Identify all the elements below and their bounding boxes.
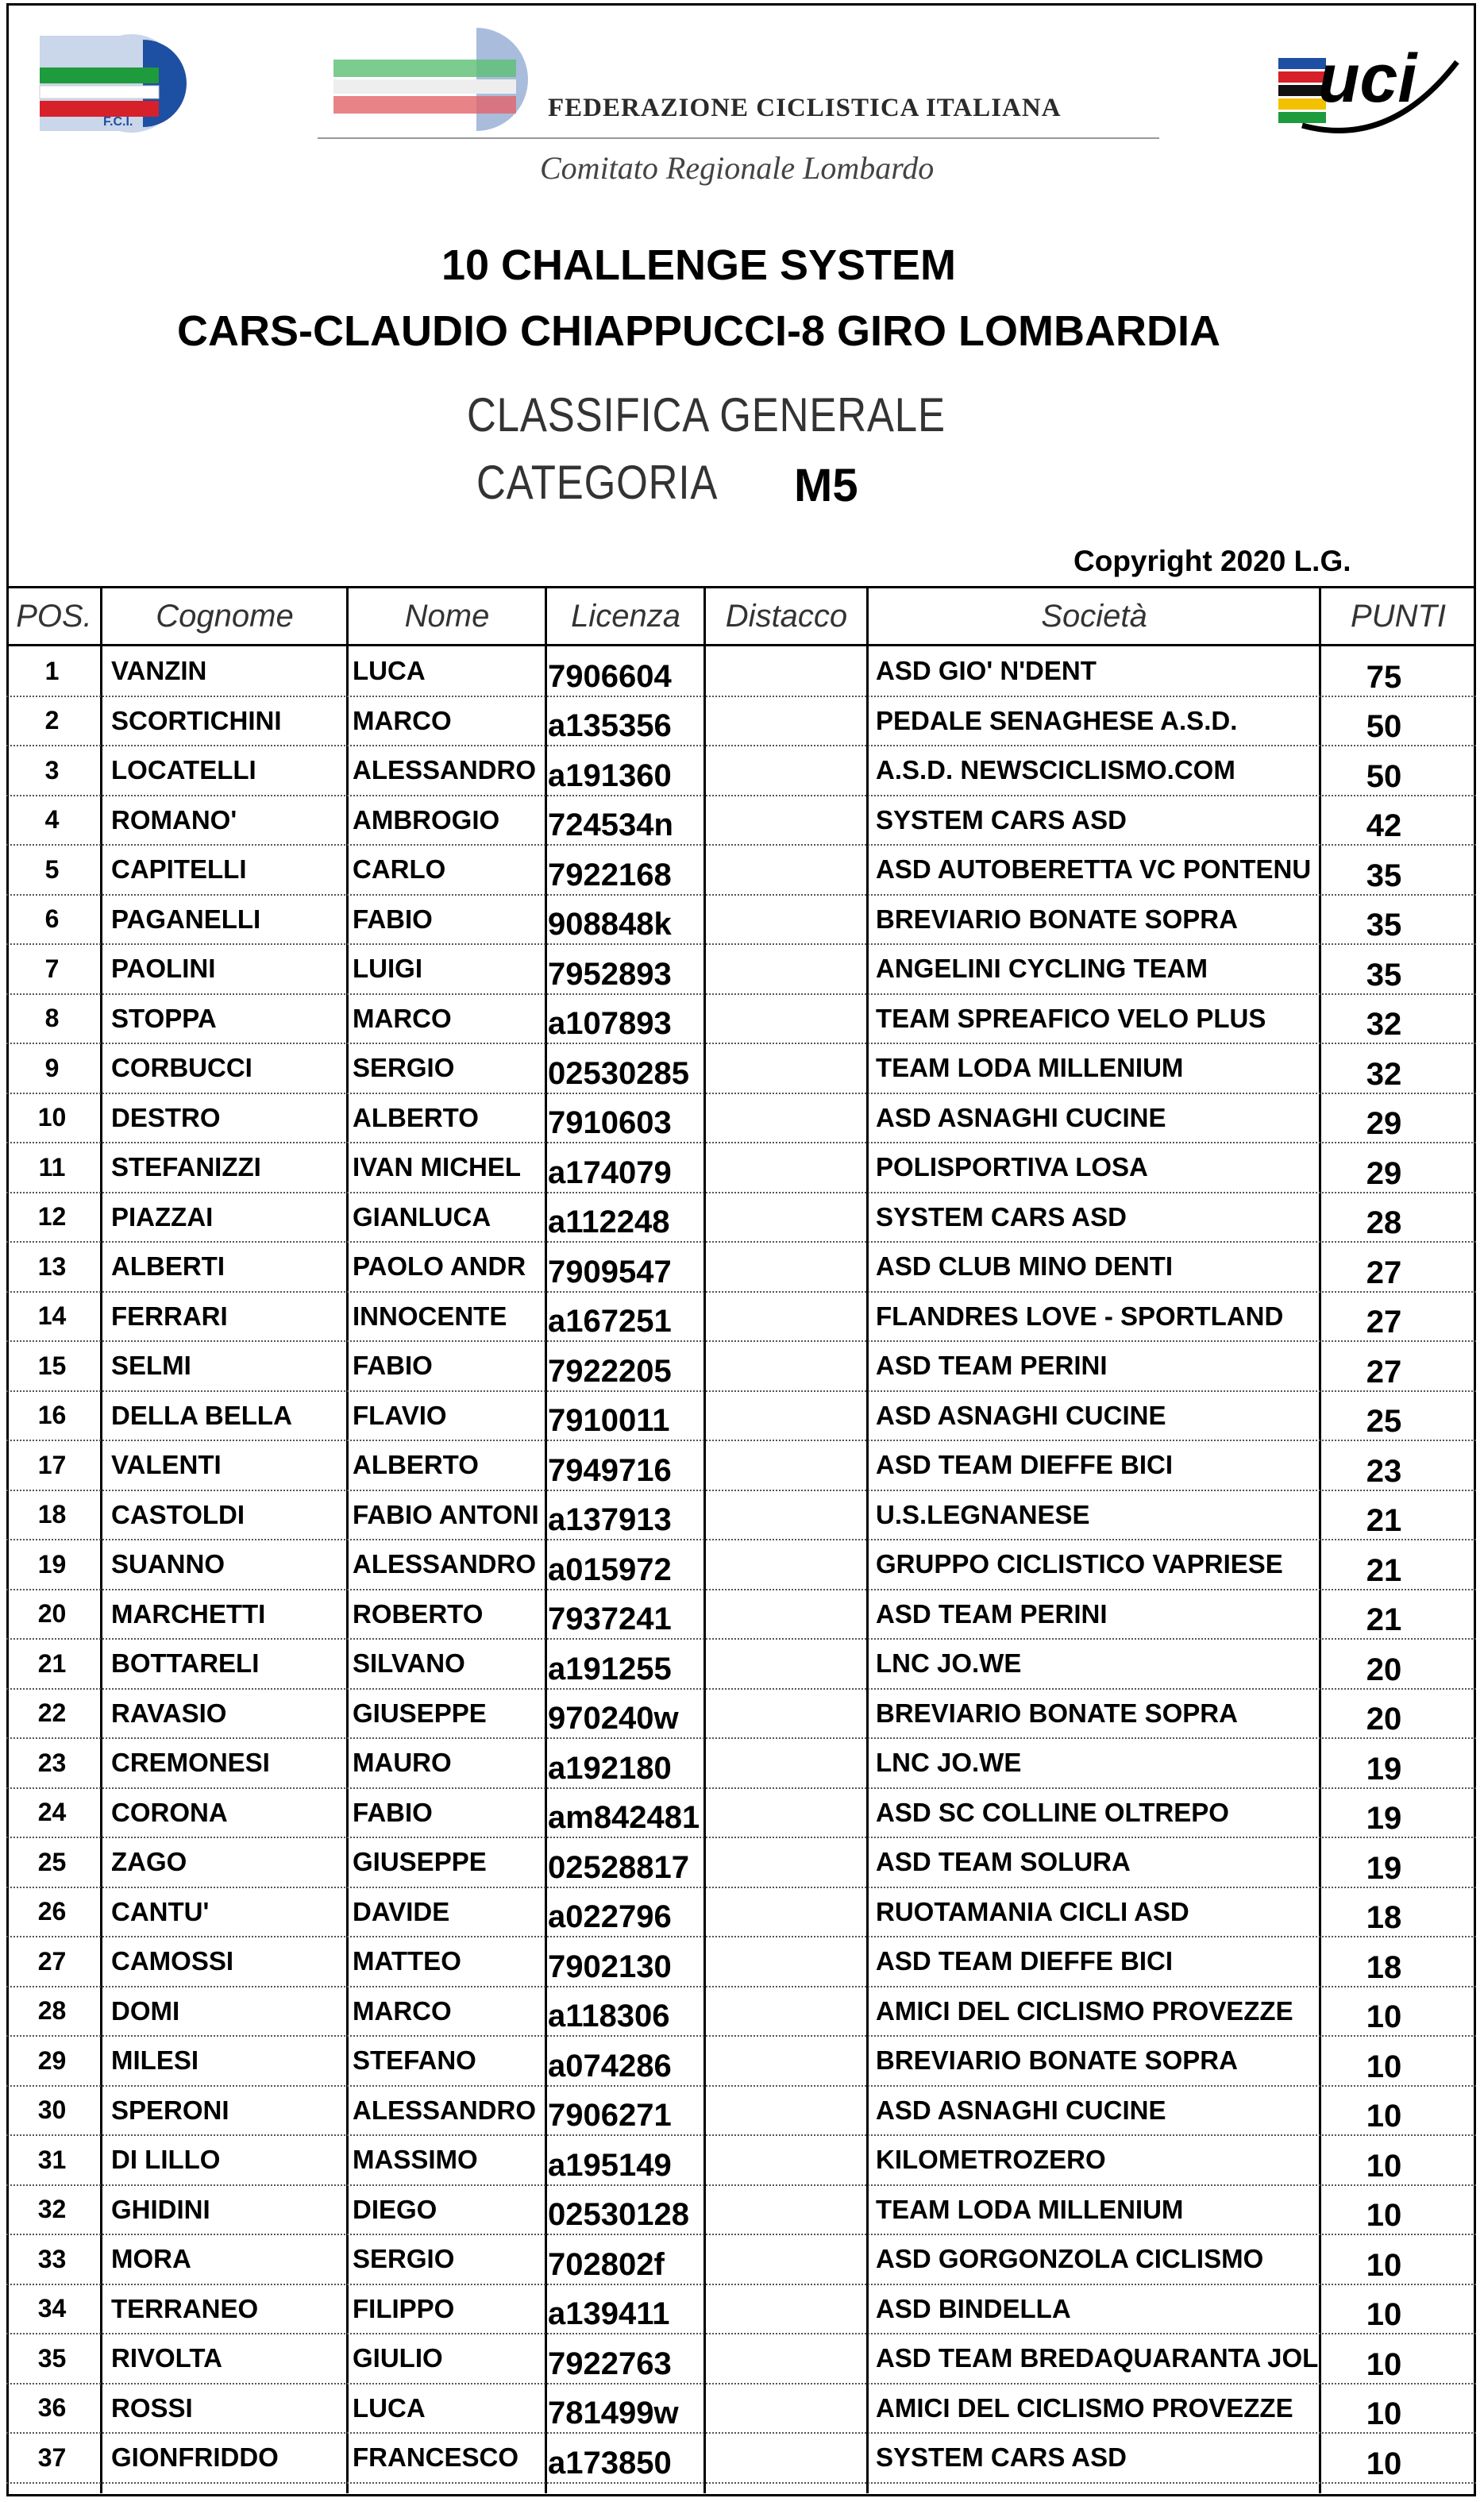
nome-cell: LUIGI — [353, 954, 422, 983]
licenza-cell: a015972 — [548, 1552, 672, 1587]
nome-cell: GIULIO — [353, 2343, 443, 2373]
societa-cell: ASD TEAM DIEFFE BICI — [876, 1450, 1174, 1479]
nome-cell: MARCO — [353, 705, 452, 735]
table-row — [6, 796, 1476, 846]
nome-cell: FILIPPO — [353, 2293, 455, 2323]
punti-cell: 27 — [1366, 1354, 1402, 1390]
punti-cell: 25 — [1366, 1404, 1402, 1439]
table-row — [6, 1838, 1476, 1888]
nome-cell: DIEGO — [353, 2194, 437, 2224]
punti-cell: 21 — [1366, 1552, 1402, 1588]
table-row — [6, 2434, 1476, 2484]
punti-cell: 32 — [1366, 1056, 1402, 1092]
nome-cell: MAURO — [353, 1748, 452, 1777]
pos-cell: 36 — [37, 2393, 67, 2422]
nome-cell: FRANCESCO — [353, 2442, 519, 2472]
licenza-cell: 02530285 — [548, 1055, 689, 1091]
table-row — [6, 1987, 1476, 2037]
cognome-cell: STOPPA — [111, 1003, 217, 1033]
federation-name: FEDERAZIONE CICLISTICA ITALIANA — [548, 94, 1062, 122]
licenza-cell: 7949716 — [548, 1452, 672, 1488]
punti-cell: 19 — [1366, 1751, 1402, 1787]
punti-cell: 10 — [1366, 2049, 1402, 2084]
societa-cell: ASD GIO' N'DENT — [876, 656, 1097, 685]
societa-cell: A.S.D. NEWSCICLISMO.COM — [876, 755, 1235, 785]
table-row — [6, 1789, 1476, 1839]
table-row — [6, 1094, 1476, 1144]
licenza-cell: 724534n — [548, 808, 673, 842]
societa-cell: KILOMETROZERO — [876, 2145, 1106, 2174]
societa-cell: ASD BINDELLA — [876, 2293, 1071, 2323]
cognome-cell: RAVASIO — [111, 1698, 227, 1728]
cognome-cell: SPERONI — [111, 2095, 229, 2125]
punti-cell: 35 — [1366, 957, 1402, 993]
licenza-cell: 7922168 — [548, 857, 672, 892]
societa-cell: SYSTEM CARS ASD — [876, 1201, 1127, 1232]
pos-cell: 30 — [37, 2095, 67, 2124]
pos-cell: 31 — [37, 2145, 67, 2174]
licenza-cell: a135356 — [548, 708, 672, 743]
punti-cell: 10 — [1366, 2396, 1402, 2431]
cognome-cell: FERRARI — [111, 1301, 228, 1331]
nome-cell: MASSIMO — [353, 2145, 478, 2174]
punti-cell: 32 — [1366, 1007, 1402, 1042]
licenza-cell: a137913 — [548, 1502, 672, 1537]
societa-cell: BREVIARIO BONATE SOPRA — [876, 904, 1238, 934]
table-row — [6, 1243, 1476, 1293]
header-distacco: Distacco — [725, 598, 848, 634]
societa-cell: TEAM SPREAFICO VELO PLUS — [876, 1003, 1266, 1033]
pos-cell: 2 — [44, 706, 60, 734]
licenza-cell: 7922763 — [548, 2346, 672, 2381]
table-row — [6, 2384, 1476, 2435]
pos-cell: 26 — [37, 1897, 67, 1926]
societa-cell: ASD TEAM PERINI — [876, 1351, 1108, 1380]
societa-cell: ASD SC COLLINE OLTREPO — [876, 1797, 1229, 1827]
table-row — [6, 1441, 1476, 1491]
licenza-cell: 7910603 — [548, 1105, 672, 1140]
standings-table — [6, 647, 1476, 2484]
punti-cell: 28 — [1366, 1205, 1402, 1240]
cognome-cell: DESTRO — [111, 1102, 221, 1132]
cognome-cell: ALBERTI — [111, 1251, 225, 1281]
licenza-cell: a192180 — [548, 1750, 672, 1786]
societa-cell: SYSTEM CARS ASD — [876, 804, 1127, 835]
nome-cell: SILVANO — [353, 1648, 465, 1678]
licenza-cell: a174079 — [548, 1155, 672, 1190]
licenza-cell: 02528817 — [548, 1849, 689, 1885]
licenza-cell: 7910011 — [548, 1403, 670, 1438]
punti-cell: 10 — [1366, 2198, 1402, 2233]
table-row — [6, 1590, 1476, 1640]
header-licenza: Licenza — [571, 598, 680, 634]
cognome-cell: GHIDINI — [111, 2194, 210, 2224]
punti-cell: 20 — [1366, 1652, 1402, 1687]
nome-cell: LUCA — [353, 2392, 426, 2423]
table-row — [6, 697, 1476, 747]
table-row — [6, 2087, 1476, 2137]
nome-cell: ALESSANDRO — [353, 2095, 537, 2125]
table-row — [6, 945, 1476, 995]
categoria-value: M5 — [794, 460, 858, 511]
header-cognome: Cognome — [156, 598, 294, 634]
cognome-cell: SUANNO — [111, 1549, 225, 1579]
table-row — [6, 896, 1476, 946]
table-row — [6, 2334, 1476, 2384]
nome-cell: FABIO ANTONI — [353, 1499, 539, 1529]
licenza-cell: a022796 — [548, 1899, 672, 1934]
cognome-cell: CANTU' — [111, 1896, 210, 1926]
pos-cell: 19 — [37, 1549, 67, 1579]
nome-cell: FABIO — [353, 1351, 433, 1380]
societa-cell: POLISPORTIVA LOSA — [876, 1152, 1148, 1182]
punti-cell: 10 — [1366, 1999, 1402, 2034]
nome-cell: GIANLUCA — [353, 1201, 491, 1232]
table-row — [6, 1044, 1476, 1094]
pos-cell: 35 — [37, 2343, 67, 2373]
cognome-cell: SELMI — [111, 1351, 191, 1380]
licenza-cell: 7906271 — [548, 2098, 672, 2133]
fci-logo — [32, 32, 206, 135]
pos-cell: 37 — [37, 2442, 67, 2472]
table-row — [6, 1143, 1476, 1193]
pos-cell: 22 — [37, 1698, 67, 1727]
punti-cell: 10 — [1366, 2099, 1402, 2134]
pos-cell: 29 — [37, 2045, 67, 2075]
societa-cell: LNC JO.WE — [876, 1648, 1022, 1678]
punti-cell: 27 — [1366, 1305, 1402, 1340]
punti-cell: 10 — [1366, 2297, 1402, 2332]
cognome-cell: ROMANO' — [111, 804, 237, 835]
punti-cell: 19 — [1366, 1801, 1402, 1836]
nome-cell: SERGIO — [353, 2244, 455, 2273]
nome-cell: ALBERTO — [353, 1450, 479, 1479]
societa-cell: GRUPPO CICLISTICO VAPRIESE — [876, 1549, 1283, 1579]
societa-cell: TEAM LODA MILLENIUM — [876, 1053, 1184, 1082]
nome-cell: STEFANO — [353, 2045, 476, 2075]
licenza-cell: a074286 — [548, 2048, 672, 2084]
societa-cell: ASD CLUB MINO DENTI — [876, 1251, 1173, 1281]
licenza-cell: 7906604 — [548, 658, 672, 694]
nome-cell: MARCO — [353, 1995, 452, 2026]
societa-cell: U.S.LEGNANESE — [876, 1499, 1090, 1529]
pos-cell: 18 — [37, 1500, 67, 1529]
cognome-cell: PAGANELLI — [111, 904, 261, 934]
table-row — [6, 746, 1476, 796]
pos-cell: 9 — [44, 1053, 60, 1082]
categoria-label: CATEGORIA — [476, 456, 719, 509]
societa-cell: RUOTAMANIA CICLI ASD — [876, 1896, 1189, 1926]
licenza-cell: 7952893 — [548, 956, 672, 992]
cognome-cell: DELLA BELLA — [111, 1400, 292, 1430]
nome-cell: MATTEO — [353, 1946, 461, 1976]
societa-cell: ASD TEAM BREDAQUARANTA JOL — [876, 2343, 1319, 2373]
societa-cell: BREVIARIO BONATE SOPRA — [876, 1698, 1238, 1728]
societa-cell: AMICI DEL CICLISMO PROVEZZE — [876, 2392, 1293, 2423]
pos-cell: 17 — [37, 1450, 67, 1479]
cognome-cell: VALENTI — [111, 1450, 222, 1479]
punti-cell: 21 — [1366, 1602, 1402, 1637]
nome-cell: ROBERTO — [353, 1598, 484, 1629]
table-row — [6, 2285, 1476, 2335]
punti-cell: 35 — [1366, 858, 1402, 893]
pos-cell: 15 — [37, 1351, 67, 1380]
societa-cell: ASD TEAM DIEFFE BICI — [876, 1946, 1174, 1976]
cognome-cell: VANZIN — [111, 656, 207, 685]
cognome-cell: CASTOLDI — [111, 1499, 245, 1529]
nome-cell: ALESSANDRO — [353, 1549, 537, 1579]
pos-cell: 7 — [44, 954, 60, 983]
table-row — [6, 1293, 1476, 1343]
pos-cell: 23 — [37, 1748, 67, 1777]
punti-cell: 10 — [1366, 2148, 1402, 2184]
header-societa: Società — [1041, 598, 1147, 634]
table-row — [6, 1193, 1476, 1243]
header-nome: Nome — [404, 598, 490, 634]
licenza-cell: a107893 — [548, 1006, 672, 1041]
svg-text:uci: uci — [1318, 40, 1417, 117]
punti-cell: 10 — [1366, 2247, 1402, 2283]
pos-cell: 32 — [37, 2195, 67, 2223]
pos-cell: 28 — [37, 1996, 67, 2025]
nome-cell: IVAN MICHEL — [353, 1152, 522, 1182]
licenza-cell: a195149 — [548, 2147, 672, 2183]
pos-cell: 24 — [37, 1798, 67, 1826]
cognome-cell: MORA — [111, 2244, 191, 2273]
pos-cell: 33 — [37, 2244, 67, 2273]
pos-cell: 21 — [37, 1648, 67, 1678]
societa-cell: FLANDRES LOVE - SPORTLAND — [876, 1301, 1284, 1331]
licenza-cell: 7937241 — [548, 1602, 672, 1637]
societa-cell: TEAM LODA MILLENIUM — [876, 2194, 1184, 2224]
cognome-cell: SCORTICHINI — [111, 705, 282, 735]
table-row — [6, 1690, 1476, 1740]
punti-cell: 10 — [1366, 2346, 1402, 2382]
cognome-cell: TERRANEO — [111, 2293, 259, 2323]
cognome-cell: CORBUCCI — [111, 1053, 252, 1082]
cognome-cell: CAMOSSI — [111, 1946, 234, 1976]
table-row — [6, 846, 1476, 896]
punti-cell: 19 — [1366, 1850, 1402, 1886]
nome-cell: INNOCENTE — [353, 1301, 507, 1331]
licenza-cell: 970240w — [548, 1701, 679, 1736]
licenza-cell: a167251 — [548, 1304, 672, 1339]
nome-cell: FLAVIO — [353, 1400, 447, 1430]
pos-cell: 5 — [44, 854, 60, 884]
licenza-cell: 781499w — [548, 2396, 679, 2431]
cognome-cell: MARCHETTI — [111, 1598, 266, 1629]
societa-cell: ASD GORGONZOLA CICLISMO — [876, 2244, 1264, 2273]
societa-cell: ASD ASNAGHI CUCINE — [876, 1102, 1166, 1132]
pos-cell: 4 — [44, 805, 60, 834]
pos-cell: 14 — [37, 1301, 67, 1330]
table-row — [6, 647, 1476, 697]
pos-cell: 8 — [44, 1004, 60, 1032]
pos-cell: 25 — [37, 1847, 67, 1876]
punti-cell: 29 — [1366, 1106, 1402, 1141]
table-row — [6, 1937, 1476, 1987]
nome-cell: ALBERTO — [353, 1102, 479, 1132]
nome-cell: MARCO — [353, 1003, 452, 1033]
table-row — [6, 1491, 1476, 1541]
societa-cell: ASD TEAM PERINI — [876, 1598, 1108, 1629]
nome-cell: FABIO — [353, 904, 433, 934]
cognome-cell: BOTTARELI — [111, 1648, 260, 1678]
punti-cell: 27 — [1366, 1255, 1402, 1290]
pos-cell: 1 — [44, 656, 60, 685]
nome-cell: AMBROGIO — [353, 804, 500, 835]
table-row — [6, 2037, 1476, 2087]
societa-cell: ANGELINI CYCLING TEAM — [876, 954, 1208, 983]
pos-cell: 10 — [37, 1103, 67, 1131]
pos-cell: 11 — [38, 1152, 66, 1182]
nome-cell: FABIO — [353, 1797, 433, 1827]
punti-cell: 10 — [1366, 2446, 1402, 2481]
federation-rule — [318, 137, 1159, 139]
societa-cell: ASD TEAM SOLURA — [876, 1847, 1131, 1876]
punti-cell: 50 — [1366, 709, 1402, 744]
cognome-cell: PAOLINI — [111, 954, 216, 983]
table-row — [6, 1342, 1476, 1392]
pos-cell: 20 — [37, 1599, 67, 1628]
header-punti: PUNTI — [1351, 598, 1446, 634]
cognome-cell: STEFANIZZI — [111, 1152, 261, 1182]
pos-cell: 3 — [44, 755, 60, 785]
punti-cell: 29 — [1366, 1155, 1402, 1191]
nome-cell: ALESSANDRO — [353, 755, 537, 785]
societa-cell: SYSTEM CARS ASD — [876, 2442, 1127, 2472]
table-row — [6, 1640, 1476, 1690]
licenza-cell: a112248 — [548, 1205, 670, 1239]
societa-cell: LNC JO.WE — [876, 1748, 1022, 1777]
licenza-cell: am842481 — [548, 1800, 700, 1835]
table-row — [6, 1540, 1476, 1590]
licenza-cell: a118306 — [548, 1999, 670, 2034]
federation-subtitle: Comitato Regionale Lombardo — [540, 150, 935, 186]
pos-cell: 16 — [37, 1401, 67, 1429]
cognome-cell: RIVOLTA — [111, 2343, 222, 2373]
cognome-cell: DI LILLO — [111, 2145, 221, 2174]
punti-cell: 20 — [1366, 1702, 1402, 1737]
table-row — [6, 2186, 1476, 2236]
societa-cell: PEDALE SENAGHESE A.S.D. — [876, 705, 1238, 735]
nome-cell: GIUSEPPE — [353, 1847, 487, 1876]
licenza-cell: 02530128 — [548, 2197, 689, 2232]
societa-cell: ASD ASNAGHI CUCINE — [876, 1400, 1166, 1430]
title-line-1: 10 CHALLENGE SYSTEM — [441, 241, 957, 289]
table-header — [6, 586, 1476, 646]
nome-cell: GIUSEPPE — [353, 1698, 487, 1728]
societa-cell: BREVIARIO BONATE SOPRA — [876, 2045, 1238, 2075]
header-pos: POS. — [16, 598, 92, 634]
cognome-cell: CAPITELLI — [111, 854, 247, 884]
cognome-cell: ZAGO — [111, 1847, 187, 1876]
nome-cell: LUCA — [353, 656, 426, 685]
cognome-cell: ROSSI — [111, 2392, 193, 2423]
nome-cell: PAOLO ANDR — [353, 1251, 526, 1281]
classifica-heading: CLASSIFICA GENERALE — [467, 388, 946, 441]
table-row — [6, 995, 1476, 1045]
pos-cell: 12 — [37, 1202, 67, 1231]
punti-cell: 35 — [1366, 908, 1402, 943]
nome-cell: CARLO — [353, 854, 446, 884]
licenza-cell: a191255 — [548, 1651, 672, 1687]
punti-cell: 50 — [1366, 758, 1402, 794]
pos-cell: 13 — [37, 1251, 67, 1281]
punti-cell: 21 — [1366, 1503, 1402, 1538]
cognome-cell: LOCATELLI — [111, 755, 256, 785]
societa-cell: ASD ASNAGHI CUCINE — [876, 2095, 1166, 2125]
pos-cell: 27 — [37, 1946, 67, 1976]
punti-cell: 23 — [1366, 1453, 1402, 1489]
svg-text:F.C.I.: F.C.I. — [103, 115, 133, 129]
nome-cell: SERGIO — [353, 1053, 455, 1082]
table-row — [6, 1888, 1476, 1938]
uci-logo — [1270, 30, 1469, 133]
pos-cell: 6 — [44, 904, 60, 933]
cognome-cell: MILESI — [111, 2045, 199, 2075]
cognome-cell: DOMI — [111, 1995, 180, 2026]
federation-logo — [318, 24, 548, 135]
cognome-cell: CORONA — [111, 1797, 228, 1827]
cognome-cell: PIAZZAI — [111, 1201, 214, 1232]
societa-cell: AMICI DEL CICLISMO PROVEZZE — [876, 1995, 1293, 2026]
table-row — [6, 1392, 1476, 1442]
title-line-2: CARS-CLAUDIO CHIAPPUCCI-8 GIRO LOMBARDIA — [177, 307, 1220, 355]
punti-cell: 18 — [1366, 1900, 1402, 1935]
licenza-cell: 7909547 — [548, 1254, 672, 1290]
licenza-cell: 7902130 — [548, 1949, 672, 1984]
punti-cell: 42 — [1366, 808, 1402, 843]
nome-cell: DAVIDE — [353, 1896, 450, 1926]
punti-cell: 75 — [1366, 659, 1402, 695]
licenza-cell: 7922205 — [548, 1353, 672, 1389]
licenza-cell: a139411 — [548, 2296, 670, 2331]
punti-cell: 18 — [1366, 1949, 1402, 1985]
table-row — [6, 1739, 1476, 1789]
pos-cell: 34 — [37, 2294, 67, 2323]
cognome-cell: CREMONESI — [111, 1748, 270, 1777]
cognome-cell: GIONFRIDDO — [111, 2442, 279, 2472]
licenza-cell: a173850 — [548, 2445, 672, 2481]
licenza-cell: a191360 — [548, 758, 672, 793]
table-row — [6, 2235, 1476, 2285]
licenza-cell: 908848k — [548, 907, 672, 942]
licenza-cell: 702802f — [548, 2246, 665, 2282]
table-row — [6, 2136, 1476, 2186]
societa-cell: ASD AUTOBERETTA VC PONTENU — [876, 854, 1312, 884]
copyright-notice: Copyright 2020 L.G. — [1073, 545, 1351, 577]
